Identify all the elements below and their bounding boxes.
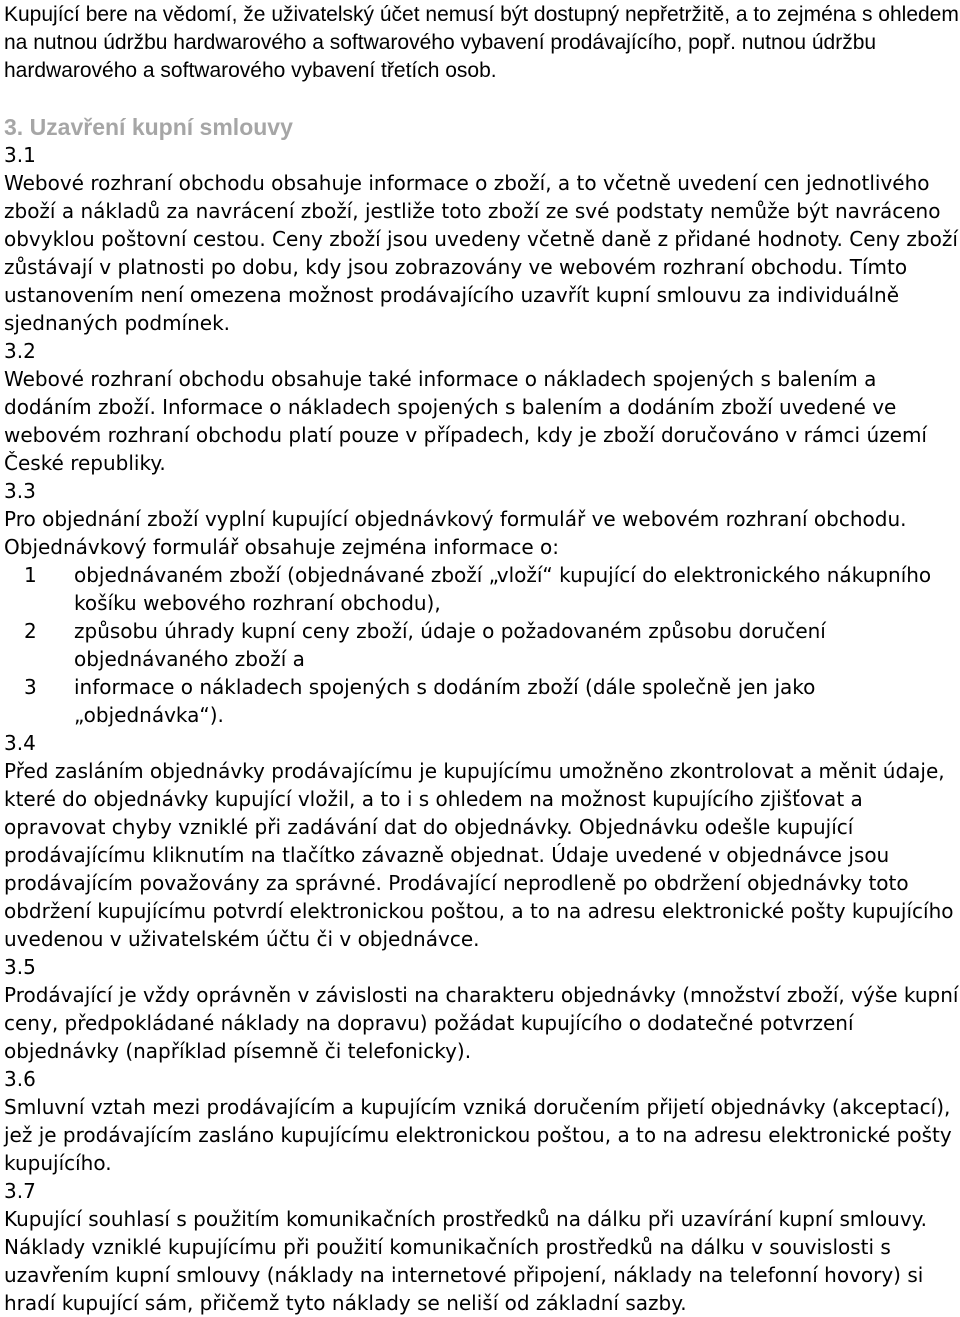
clause-3-6 [4, 1065, 960, 1177]
clause-text: Webové rozhraní obchodu obsahuje informace o zboží, a to včetně uvedení cen jednotlivého zboží a nákladů za navrácení zboží, jestliže toto zboží ze své podstaty nemůže být navráceno obvyklou poštovní cestou. Ceny zboží jsou uvedeny včetně daně z přidané hodnoty. Ceny zboží zůstávají v platnosti po dobu, kdy jsou zobrazovány ve webovém rozhraní obchodu. Tímto ustanovením není omezena možnost prodávajícího uzavřít kupní smlouvu za individuálně sjednaných podmínek. [4, 171, 958, 335]
clause-3-4 [4, 729, 960, 953]
clause-text: Prodávající je vždy oprávněn v závislosti na charakteru objednávky (množství zboží, výše kupní ceny, předpokládané náklady na dopravu) požádat kupujícího o dodatečné potvrzení objednávky (například písemně či telefonicky). [4, 983, 959, 1063]
clause-3-2 [4, 337, 960, 477]
clause-3-1 [4, 141, 960, 337]
list-item [4, 617, 960, 673]
list-item-text: informace o nákladech spojených s dodáním zboží (dále společně jen jako „objednávka“). [74, 675, 816, 727]
clause-text: Před zasláním objednávky prodávajícímu je kupujícímu umožněno zkontrolovat a měnit údaje, které do objednávky kupující vložil, a to i s ohledem na možnost kupujícího zjišťovat a opravovat chyby vzniklé při zadávání dat do objednávky. Objednávku odešle kupující prodávajícímu kliknutím na tlačítko závazně objednat. Údaje uvedené v objednávce jsou prodávajícím považovány za správné. Prodávající neprodleně po obdržení objednávky toto obdržení kupujícímu potvrdí elektronickou poštou, a to na adresu elektronické pošty kupujícího uvedenou v uživatelském účtu či v objednávce. [4, 759, 954, 951]
list-item [4, 561, 960, 617]
clause-text: Kupující souhlasí s použitím komunikačních prostředků na dálku při uzavírání kupní smlouvy. Náklady vzniklé kupujícímu při použití komunikačních prostředků na dálku v souvislosti s uzavřením kupní smlouvy (náklady na internetové připojení, náklady na telefonní hovory) si hradí kupující sám, přičemž tyto náklady se neliší od základní sazby. [4, 1207, 928, 1315]
section-heading: 3. Uzavření kupní smlouvy [4, 114, 293, 140]
order-form-list [4, 561, 960, 729]
clause-3-3 [4, 477, 960, 729]
clause-3-7 [4, 1177, 960, 1317]
list-item-number: 2 [24, 619, 37, 643]
clause-text: Smluvní vztah mezi prodávajícím a kupujícím vzniká doručením přijetí objednávky (akceptací), jež je prodávajícím zasláno kupujícímu elektronickou poštou, a to na adresu elektronické pošty kupujícího. [4, 1095, 952, 1175]
intro-paragraph: Kupující bere na vědomí, že uživatelský účet nemusí být dostupný nepřetržitě, a to zejména s ohledem na nutnou údržbu hardwarového a softwarového vybavení prodávajícího, popř. nutnou údržbu hardwarového a softwarového vybavení třetích osob. [4, 3, 959, 82]
list-item-number: 1 [24, 563, 37, 587]
clause-text: Pro objednání zboží vyplní kupující objednávkový formulář ve webovém rozhraní obchodu. Objednávkový formulář obsahuje zejména informace o: [4, 507, 907, 559]
clause-number: 3.6 [4, 1067, 36, 1091]
list-item-number: 3 [24, 675, 37, 699]
clause-number: 3.1 [4, 143, 36, 167]
clause-number: 3.3 [4, 479, 36, 503]
clause-text: Webové rozhraní obchodu obsahuje také informace o nákladech spojených s balením a dodáním zboží. Informace o nákladech spojených s balením a dodáním zboží uvedené ve webovém rozhraní obchodu platí pouze v případech, kdy je zboží doručováno v rámci území České republiky. [4, 367, 927, 475]
list-item-text: způsobu úhrady kupní ceny zboží, údaje o požadovaném způsobu doručení objednávaného zboží a [74, 619, 826, 671]
clause-3-5 [4, 953, 960, 1065]
list-item-text: objednávaném zboží (objednávané zboží „vloží“ kupující do elektronického nákupního košíku webového rozhraní obchodu), [74, 563, 932, 615]
clause-number: 3.7 [4, 1179, 36, 1203]
clause-number: 3.5 [4, 955, 36, 979]
clause-number: 3.4 [4, 731, 36, 755]
list-item [4, 673, 960, 729]
clause-number: 3.2 [4, 339, 36, 363]
